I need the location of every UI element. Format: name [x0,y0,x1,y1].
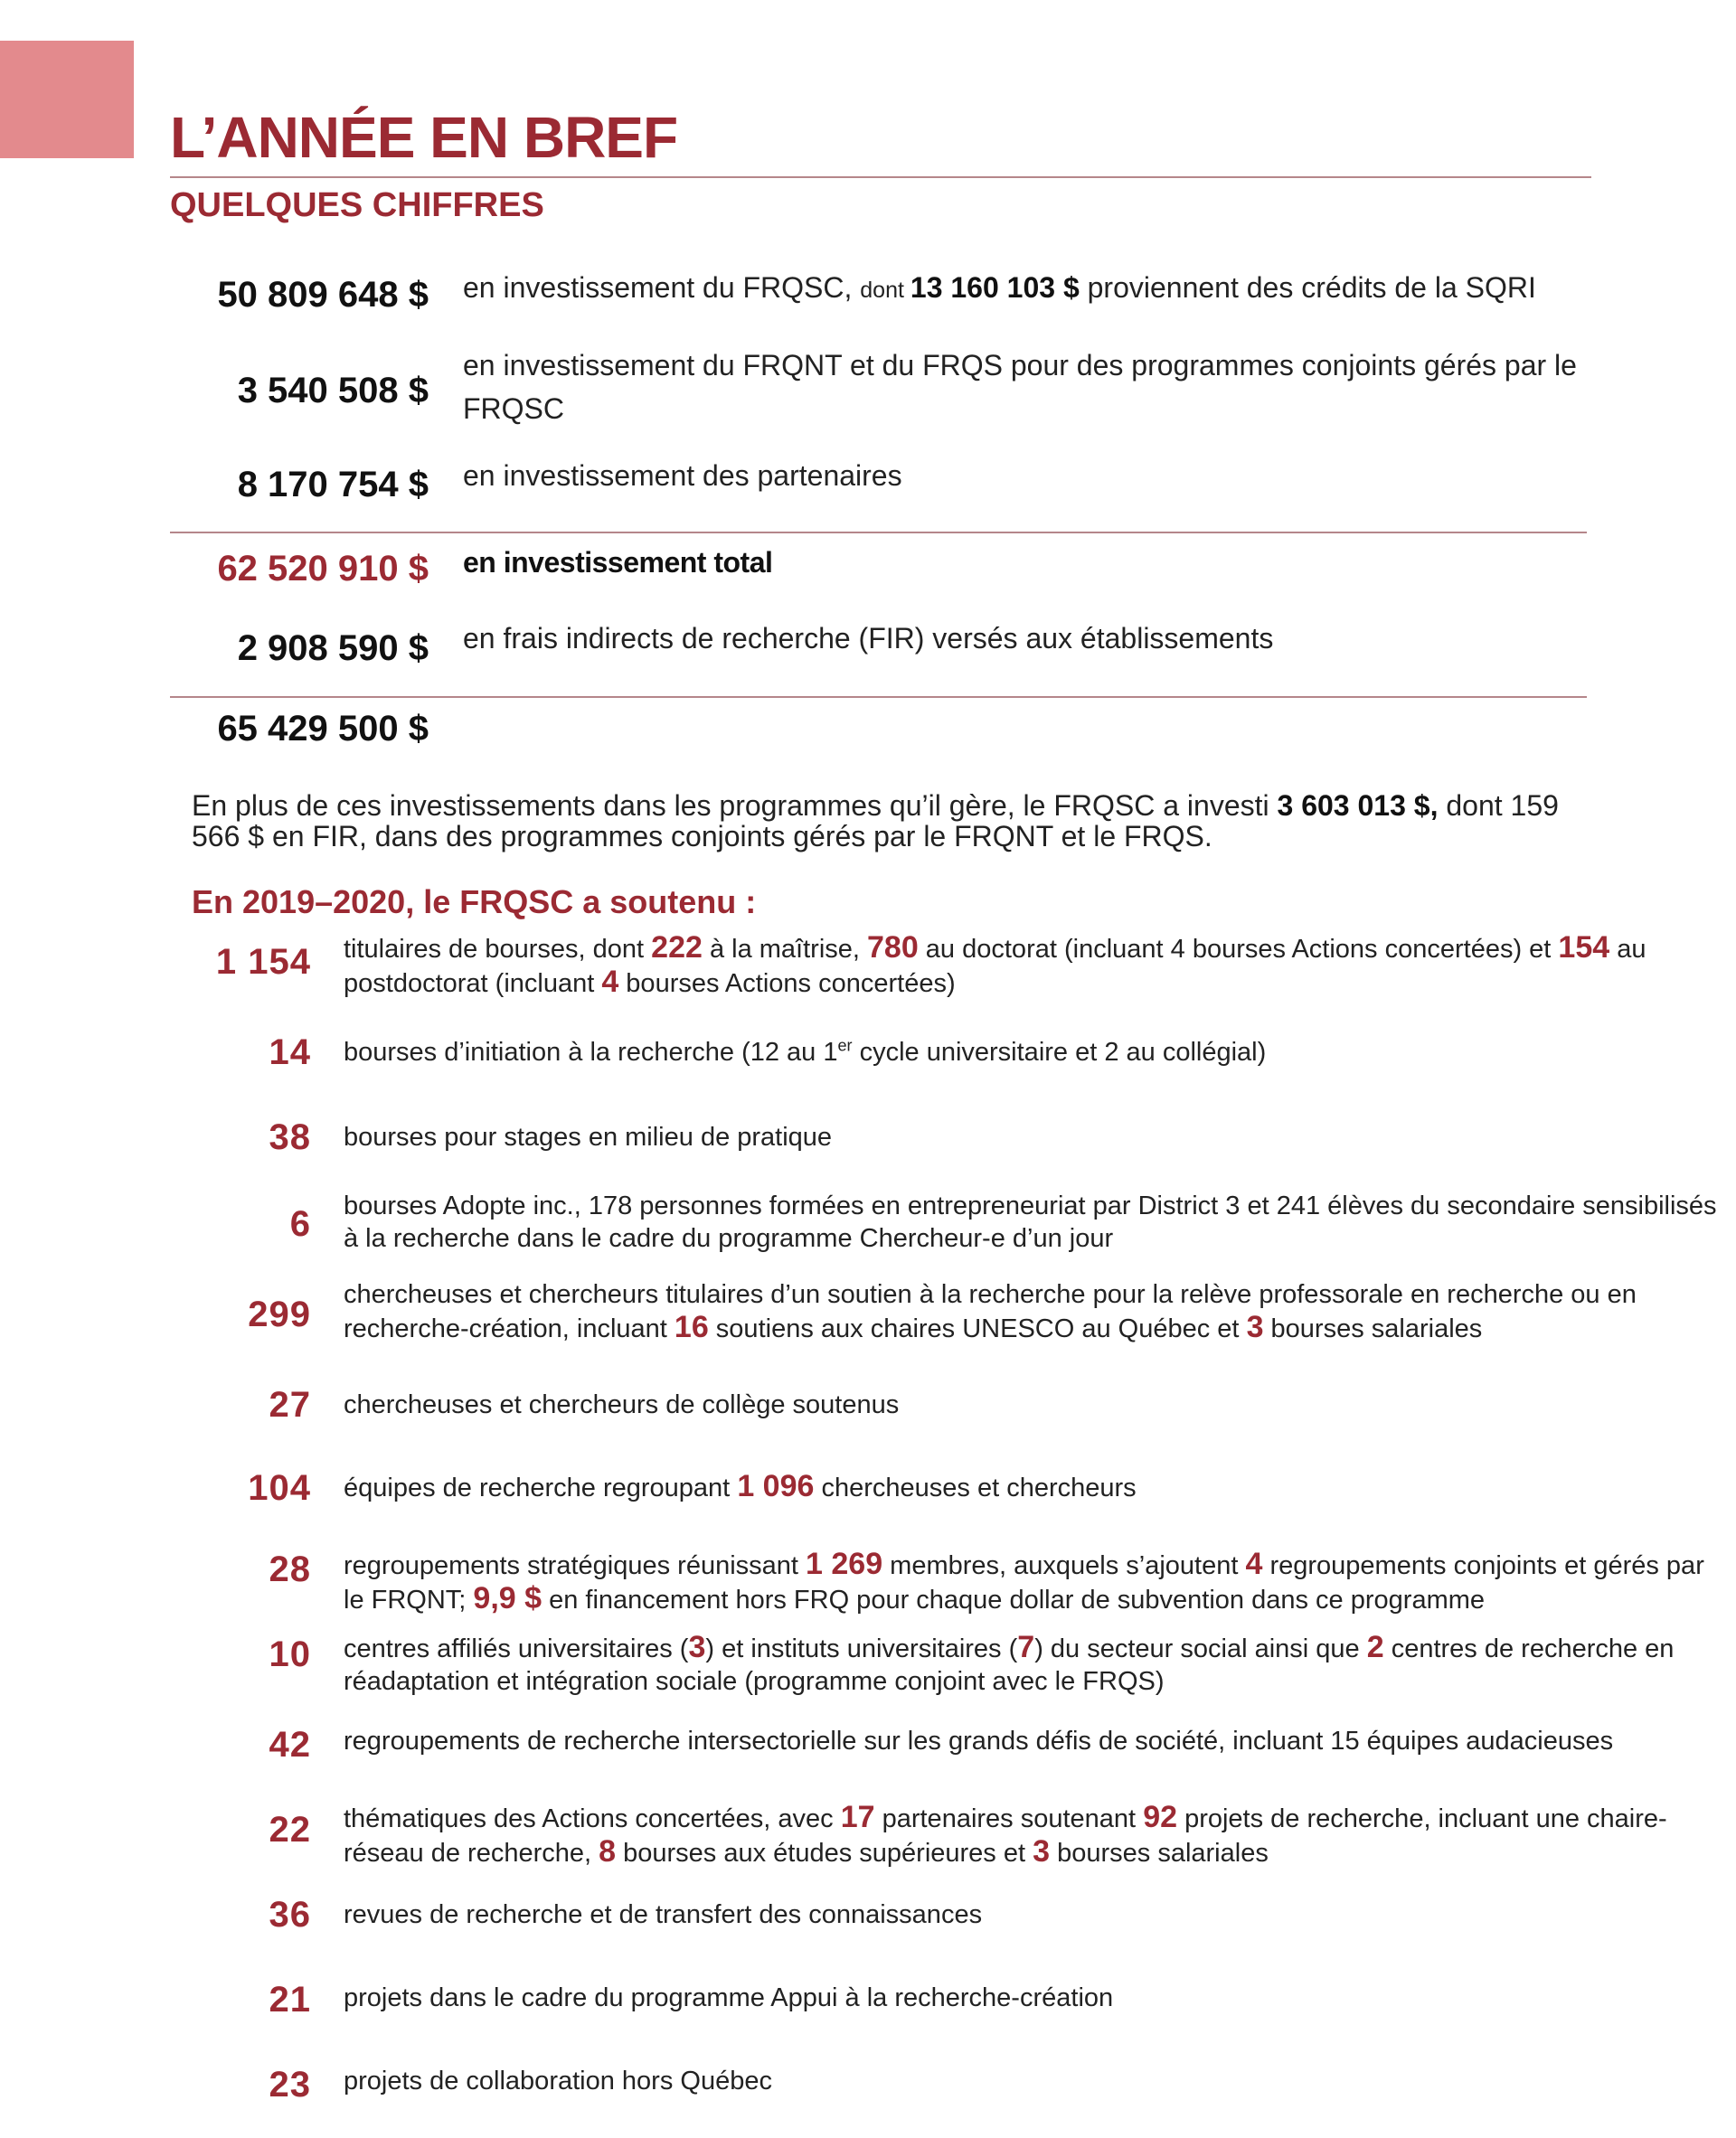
item-count: 1 154 [215,942,311,982]
page-subtitle: QUELQUES CHIFFRES [170,186,544,224]
item-description: thématiques des Actions concertées, avec 17 partenaires soutenant 92 projets de recherche, incluant une chaire-réseau de recherche, 8 bourses aux études supérieures et 3 bourses salariales [344,1800,1667,1869]
item-description: regroupements stratégiques réunissant 1 269 membres, auxquels s’ajoutent 4 regroupements conjoints et gérés par le FRQNT; 9,9 $ en financement hors FRQ pour chaque dollar de subvention dans ce programme [344,1547,1704,1615]
item-description: bourses Adopte inc., 178 personnes formées en entrepreneuriat par District 3 et 241 élèves du secondaire sensibilisés à la recherche dans le cadre du programme Chercheur-e d’un jour [344,1191,1717,1253]
item-count: 14 [269,1032,311,1072]
summary-amount: 8 170 754 $ [237,465,429,504]
item-description: chercheuses et chercheurs de collège soutenus [344,1390,900,1419]
item-count: 36 [269,1895,311,1935]
summary-grand-total: 65 429 500 $ [217,709,429,749]
summary-amount: 50 809 648 $ [217,275,429,315]
item-count: 21 [269,1980,311,2020]
item-count: 23 [269,2065,311,2105]
item-description: projets dans le cadre du programme Appui à la recherche-création [344,1983,1114,2012]
item-count: 28 [269,1549,311,1589]
summary-divider [170,696,1587,698]
item-description: regroupements de recherche intersectorielle sur les grands défis de société, incluant 15 équipes audacieuses [344,1727,1614,1756]
item-count: 22 [269,1810,311,1850]
summary-description: en investissement du FRQSC, dont 13 160 103 $ proviennent des crédits de la SQRI [463,271,1536,304]
title-divider [170,176,1591,178]
item-description: équipes de recherche regroupant 1 096 chercheuses et chercheurs [344,1469,1137,1503]
item-count: 27 [269,1385,311,1425]
item-description: projets de collaboration hors Québec [344,2067,772,2096]
page-title: L’ANNÉE EN BREF [170,105,678,170]
summary-amount: 3 540 508 $ [237,371,429,410]
summary-description: en investissement des partenaires [463,459,902,492]
item-description: bourses d’initiation à la recherche (12 au 1er cycle universitaire et 2 au collégial) [344,1036,1267,1067]
item-count: 6 [289,1204,311,1244]
item-count: 42 [269,1725,311,1765]
summary-description: en investissement du FRQNT et du FRQS pour des programmes conjoints gérés par le FRQSC [463,349,1577,425]
summary-description: en investissement total [463,546,773,579]
investment-note: En plus de ces investissements dans les programmes qu’il gère, le FRQSC a investi 3 603 013 $, dont 159 566 $ en FIR, dans des programmes conjoints gérés par le FRQNT et le FRQS. [192,789,1559,852]
item-description: centres affiliés universitaires (3) et instituts universitaires (7) du secteur social ainsi que 2 centres de recherche en réadaptation et intégration sociale (programme conjoint avec le FRQS) [344,1630,1675,1696]
item-description: chercheuses et chercheurs titulaires d’un soutien à la recherche pour la relève professorale en recherche ou en recherche-création, incluant 16 soutiens aux chaires UNESCO au Québec et 3 bourses salariales [344,1280,1637,1344]
item-description: bourses pour stages en milieu de pratique [344,1123,833,1152]
summary-divider [170,532,1587,533]
summary-amount: 2 908 590 $ [237,628,429,668]
corner-accent-block [0,41,134,158]
item-description: revues de recherche et de transfert des connaissances [344,1900,983,1929]
section-heading: En 2019–2020, le FRQSC a soutenu : [192,883,757,920]
item-description: titulaires de bourses, dont 222 à la maîtrise, 780 au doctorat (incluant 4 bourses Actions concertées) et 154 au postdoctorat (incluant 4 bourses Actions concertées) [344,930,1646,999]
item-count: 10 [269,1634,311,1674]
item-count: 299 [248,1295,311,1334]
summary-total-amount: 62 520 910 $ [217,549,429,589]
summary-description: en frais indirects de recherche (FIR) versés aux établissements [463,622,1274,655]
item-count: 38 [269,1117,311,1157]
item-count: 104 [248,1468,311,1508]
